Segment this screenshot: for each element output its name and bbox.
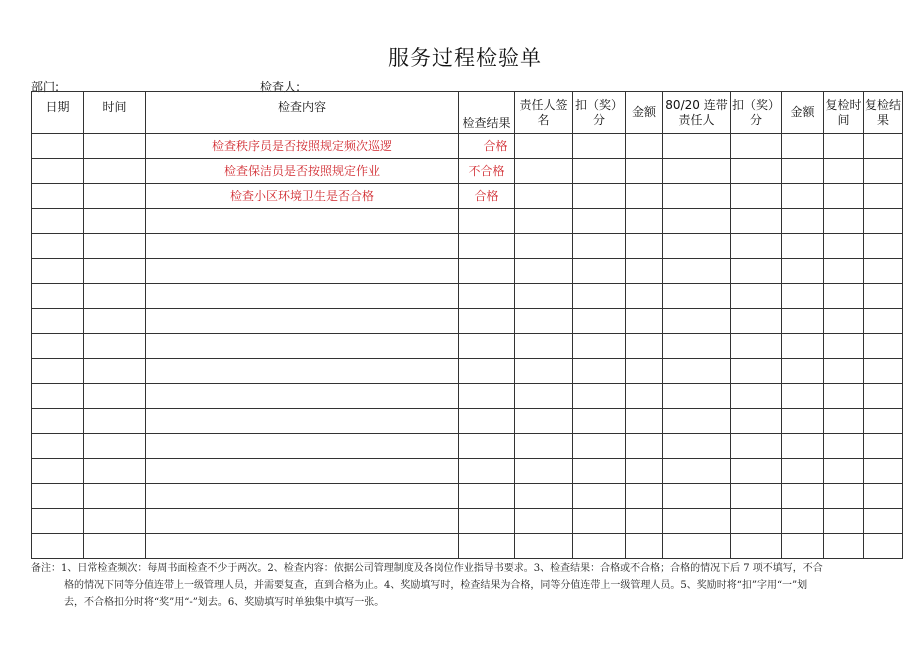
cell-amount-2[interactable] — [782, 409, 824, 434]
cell-content[interactable] — [146, 509, 459, 534]
header-result: 检查结果 — [459, 92, 515, 134]
cell-amount-2[interactable] — [782, 534, 824, 559]
cell-amount[interactable] — [626, 459, 663, 484]
cell-content[interactable] — [146, 384, 459, 409]
cell-recheck-time[interactable] — [824, 534, 864, 559]
cell-amount-2[interactable] — [782, 159, 824, 184]
cell-amount[interactable] — [626, 234, 663, 259]
cell-date[interactable] — [32, 359, 84, 384]
cell-result[interactable] — [459, 484, 515, 509]
cell-deduct[interactable] — [573, 434, 626, 459]
cell-recheck-result[interactable] — [864, 459, 903, 484]
cell-result[interactable] — [459, 359, 515, 384]
cell-joint[interactable] — [663, 159, 731, 184]
cell-deduct-2[interactable] — [731, 259, 782, 284]
cell-deduct[interactable] — [573, 259, 626, 284]
cell-time[interactable] — [84, 459, 146, 484]
cell-signature[interactable] — [515, 309, 573, 334]
cell-content: 检查秩序员是否按照规定频次巡逻 — [146, 134, 459, 159]
department-label: 部门: — [31, 80, 60, 94]
cell-content[interactable] — [146, 359, 459, 384]
cell-recheck-result[interactable] — [864, 509, 903, 534]
cell-date[interactable] — [32, 284, 84, 309]
cell-deduct[interactable] — [573, 184, 626, 209]
cell-content: 检查小区环境卫生是否合格 — [146, 184, 459, 209]
notes-line-2: 格的情况下同等分值连带上一级管理人员，并需要复查，直到合格为止。4、奖励填写时，检查结果为合格，同等分值连带上一级管理人员。5、奖励时将“扣”字用“一”划 — [64, 580, 808, 591]
cell-deduct[interactable] — [573, 234, 626, 259]
cell-recheck-time[interactable] — [824, 509, 864, 534]
cell-time[interactable] — [84, 509, 146, 534]
inspection-table — [31, 91, 903, 559]
cell-result: 合格 — [459, 134, 515, 159]
cell-recheck-result[interactable] — [864, 234, 903, 259]
table-row — [32, 309, 903, 334]
cell-content[interactable] — [146, 534, 459, 559]
cell-recheck-time[interactable] — [824, 134, 864, 159]
cell-amount-2[interactable] — [782, 259, 824, 284]
cell-joint[interactable] — [663, 234, 731, 259]
cell-amount-2[interactable] — [782, 434, 824, 459]
cell-joint[interactable] — [663, 409, 731, 434]
cell-deduct[interactable] — [573, 159, 626, 184]
cell-date[interactable] — [32, 259, 84, 284]
cell-signature[interactable] — [515, 509, 573, 534]
cell-amount-2[interactable] — [782, 284, 824, 309]
cell-result: 合格 — [459, 184, 515, 209]
cell-recheck-result[interactable] — [864, 334, 903, 359]
cell-amount[interactable] — [626, 384, 663, 409]
cell-amount-2[interactable] — [782, 209, 824, 234]
cell-amount-2[interactable] — [782, 359, 824, 384]
cell-recheck-time[interactable] — [824, 459, 864, 484]
cell-recheck-time[interactable] — [824, 334, 864, 359]
cell-content[interactable] — [146, 209, 459, 234]
cell-time[interactable] — [84, 334, 146, 359]
cell-time[interactable] — [84, 484, 146, 509]
cell-deduct[interactable] — [573, 209, 626, 234]
cell-joint[interactable] — [663, 484, 731, 509]
cell-deduct-2[interactable] — [731, 359, 782, 384]
table-row — [32, 134, 903, 159]
cell-result[interactable] — [459, 334, 515, 359]
header-deduct-reward-2: 扣（奖）分 — [731, 92, 782, 134]
header-time: 时间 — [84, 92, 146, 134]
cell-amount[interactable] — [626, 284, 663, 309]
cell-amount[interactable] — [626, 184, 663, 209]
cell-amount[interactable] — [626, 534, 663, 559]
cell-date[interactable] — [32, 509, 84, 534]
cell-amount-2[interactable] — [782, 509, 824, 534]
cell-time[interactable] — [84, 134, 146, 159]
cell-signature[interactable] — [515, 209, 573, 234]
table-row — [32, 334, 903, 359]
cell-recheck-result[interactable] — [864, 359, 903, 384]
cell-deduct[interactable] — [573, 484, 626, 509]
header-joint-liable: 80/20 连带责任人 — [663, 92, 731, 134]
cell-date[interactable] — [32, 334, 84, 359]
cell-joint[interactable] — [663, 259, 731, 284]
cell-signature[interactable] — [515, 184, 573, 209]
cell-time[interactable] — [84, 184, 146, 209]
cell-date[interactable] — [32, 134, 84, 159]
cell-joint[interactable] — [663, 334, 731, 359]
cell-amount[interactable] — [626, 409, 663, 434]
cell-deduct[interactable] — [573, 359, 626, 384]
cell-time[interactable] — [84, 159, 146, 184]
cell-recheck-result[interactable] — [864, 134, 903, 159]
cell-signature[interactable] — [515, 459, 573, 484]
cell-signature[interactable] — [515, 334, 573, 359]
cell-result: 不合格 — [459, 159, 515, 184]
cell-time[interactable] — [84, 384, 146, 409]
cell-date[interactable] — [32, 409, 84, 434]
cell-recheck-result[interactable] — [864, 534, 903, 559]
table-row — [32, 409, 903, 434]
header-date: 日期 — [32, 92, 84, 134]
cell-deduct-2[interactable] — [731, 459, 782, 484]
cell-recheck-result[interactable] — [864, 434, 903, 459]
cell-deduct[interactable] — [573, 134, 626, 159]
cell-amount-2[interactable] — [782, 334, 824, 359]
header-recheck-result: 复检结果 — [864, 92, 903, 134]
cell-deduct-2[interactable] — [731, 334, 782, 359]
cell-amount-2[interactable] — [782, 484, 824, 509]
cell-signature[interactable] — [515, 484, 573, 509]
cell-result[interactable] — [459, 409, 515, 434]
cell-deduct-2[interactable] — [731, 484, 782, 509]
cell-amount[interactable] — [626, 334, 663, 359]
cell-signature[interactable] — [515, 434, 573, 459]
cell-deduct-2[interactable] — [731, 509, 782, 534]
cell-time[interactable] — [84, 209, 146, 234]
cell-recheck-time[interactable] — [824, 484, 864, 509]
notes-line-1: 备注：1、日常检查频次：每周书面检查不少于两次。2、检查内容：依据公司管理制度及各岗位作业指导书要求。3、检查结果：合格或不合格；合格的情况下后 7 项不填写，不合 — [31, 563, 823, 574]
cell-signature[interactable] — [515, 359, 573, 384]
cell-joint[interactable] — [663, 134, 731, 159]
cell-date[interactable] — [32, 434, 84, 459]
cell-recheck-result[interactable] — [864, 159, 903, 184]
cell-joint[interactable] — [663, 384, 731, 409]
cell-content[interactable] — [146, 484, 459, 509]
cell-deduct-2[interactable] — [731, 209, 782, 234]
cell-joint[interactable] — [663, 359, 731, 384]
table-row — [32, 434, 903, 459]
cell-date[interactable] — [32, 484, 84, 509]
cell-joint[interactable] — [663, 534, 731, 559]
table-row — [32, 509, 903, 534]
cell-content[interactable] — [146, 459, 459, 484]
cell-deduct-2[interactable] — [731, 184, 782, 209]
cell-deduct-2[interactable] — [731, 309, 782, 334]
table-row — [32, 259, 903, 284]
header-content: 检查内容 — [146, 92, 459, 134]
cell-content[interactable] — [146, 409, 459, 434]
header-recheck-time: 复检时间 — [824, 92, 864, 134]
cell-recheck-time[interactable] — [824, 159, 864, 184]
table-row — [32, 534, 903, 559]
cell-result[interactable] — [459, 509, 515, 534]
cell-recheck-time[interactable] — [824, 284, 864, 309]
cell-content[interactable] — [146, 434, 459, 459]
cell-recheck-time[interactable] — [824, 234, 864, 259]
cell-date[interactable] — [32, 534, 84, 559]
cell-recheck-time[interactable] — [824, 384, 864, 409]
cell-recheck-time[interactable] — [824, 209, 864, 234]
cell-deduct-2[interactable] — [731, 409, 782, 434]
cell-date[interactable] — [32, 184, 84, 209]
cell-result[interactable] — [459, 434, 515, 459]
cell-amount-2[interactable] — [782, 134, 824, 159]
cell-amount-2[interactable] — [782, 309, 824, 334]
cell-recheck-time[interactable] — [824, 184, 864, 209]
cell-signature[interactable] — [515, 284, 573, 309]
cell-joint[interactable] — [663, 434, 731, 459]
cell-result[interactable] — [459, 209, 515, 234]
cell-recheck-result[interactable] — [864, 284, 903, 309]
cell-signature[interactable] — [515, 534, 573, 559]
cell-joint[interactable] — [663, 459, 731, 484]
cell-deduct-2[interactable] — [731, 159, 782, 184]
cell-date[interactable] — [32, 209, 84, 234]
cell-result[interactable] — [459, 459, 515, 484]
header-row — [32, 92, 903, 134]
cell-deduct[interactable] — [573, 334, 626, 359]
cell-amount[interactable] — [626, 434, 663, 459]
cell-deduct[interactable] — [573, 459, 626, 484]
header-amount: 金额 — [626, 92, 663, 134]
cell-recheck-time[interactable] — [824, 359, 864, 384]
cell-joint[interactable] — [663, 309, 731, 334]
cell-time[interactable] — [84, 234, 146, 259]
table-row — [32, 359, 903, 384]
cell-date[interactable] — [32, 159, 84, 184]
cell-deduct[interactable] — [573, 509, 626, 534]
cell-deduct-2[interactable] — [731, 434, 782, 459]
table-row — [32, 209, 903, 234]
notes-line-3: 去，不合格扣分时将“奖”用“-”划去。6、奖励填写时单独集中填写一张。 — [64, 597, 385, 608]
cell-amount-2[interactable] — [782, 459, 824, 484]
cell-joint[interactable] — [663, 184, 731, 209]
cell-result[interactable] — [459, 284, 515, 309]
cell-time[interactable] — [84, 359, 146, 384]
cell-signature[interactable] — [515, 259, 573, 284]
cell-deduct-2[interactable] — [731, 134, 782, 159]
cell-signature[interactable] — [515, 384, 573, 409]
cell-amount[interactable] — [626, 309, 663, 334]
cell-deduct[interactable] — [573, 284, 626, 309]
cell-recheck-result[interactable] — [864, 409, 903, 434]
cell-amount[interactable] — [626, 159, 663, 184]
cell-signature[interactable] — [515, 409, 573, 434]
cell-recheck-time[interactable] — [824, 259, 864, 284]
cell-date[interactable] — [32, 309, 84, 334]
table-row — [32, 459, 903, 484]
cell-joint[interactable] — [663, 509, 731, 534]
cell-content[interactable] — [146, 234, 459, 259]
cell-result[interactable] — [459, 534, 515, 559]
table-row — [32, 159, 903, 184]
table-row — [32, 284, 903, 309]
header-deduct-reward: 扣（奖）分 — [573, 92, 626, 134]
table-row — [32, 484, 903, 509]
cell-amount[interactable] — [626, 509, 663, 534]
cell-content[interactable] — [146, 259, 459, 284]
cell-recheck-result[interactable] — [864, 309, 903, 334]
cell-date[interactable] — [32, 384, 84, 409]
cell-date[interactable] — [32, 234, 84, 259]
cell-result[interactable] — [459, 259, 515, 284]
table-row — [32, 184, 903, 209]
header-signature: 责任人签名 — [515, 92, 573, 134]
cell-result[interactable] — [459, 234, 515, 259]
cell-content[interactable] — [146, 309, 459, 334]
cell-recheck-result[interactable] — [864, 209, 903, 234]
cell-time[interactable] — [84, 434, 146, 459]
cell-deduct[interactable] — [573, 534, 626, 559]
cell-recheck-result[interactable] — [864, 184, 903, 209]
table-row — [32, 384, 903, 409]
cell-time[interactable] — [84, 409, 146, 434]
cell-joint[interactable] — [663, 209, 731, 234]
cell-result[interactable] — [459, 384, 515, 409]
cell-amount-2[interactable] — [782, 184, 824, 209]
cell-amount-2[interactable] — [782, 234, 824, 259]
page-title: 服务过程检验单 — [388, 46, 542, 70]
cell-time[interactable] — [84, 284, 146, 309]
header-amount-2: 金额 — [782, 92, 824, 134]
cell-deduct-2[interactable] — [731, 284, 782, 309]
cell-date[interactable] — [32, 459, 84, 484]
cell-content: 检查保洁员是否按照规定作业 — [146, 159, 459, 184]
cell-recheck-time[interactable] — [824, 309, 864, 334]
cell-recheck-result[interactable] — [864, 484, 903, 509]
cell-deduct-2[interactable] — [731, 384, 782, 409]
cell-recheck-time[interactable] — [824, 409, 864, 434]
cell-amount[interactable] — [626, 359, 663, 384]
cell-deduct[interactable] — [573, 309, 626, 334]
cell-time[interactable] — [84, 534, 146, 559]
cell-deduct[interactable] — [573, 384, 626, 409]
cell-signature[interactable] — [515, 134, 573, 159]
cell-deduct-2[interactable] — [731, 234, 782, 259]
cell-signature[interactable] — [515, 159, 573, 184]
cell-amount[interactable] — [626, 134, 663, 159]
cell-recheck-result[interactable] — [864, 259, 903, 284]
cell-recheck-result[interactable] — [864, 384, 903, 409]
cell-deduct[interactable] — [573, 409, 626, 434]
table-row — [32, 234, 903, 259]
cell-deduct-2[interactable] — [731, 534, 782, 559]
cell-amount[interactable] — [626, 259, 663, 284]
inspector-label: 检查人: — [260, 80, 301, 94]
notes — [31, 560, 901, 611]
cell-result[interactable] — [459, 309, 515, 334]
cell-signature[interactable] — [515, 234, 573, 259]
cell-amount[interactable] — [626, 484, 663, 509]
cell-content[interactable] — [146, 284, 459, 309]
cell-amount[interactable] — [626, 209, 663, 234]
cell-amount-2[interactable] — [782, 384, 824, 409]
cell-time[interactable] — [84, 259, 146, 284]
cell-recheck-time[interactable] — [824, 434, 864, 459]
cell-joint[interactable] — [663, 284, 731, 309]
cell-content[interactable] — [146, 334, 459, 359]
cell-time[interactable] — [84, 309, 146, 334]
